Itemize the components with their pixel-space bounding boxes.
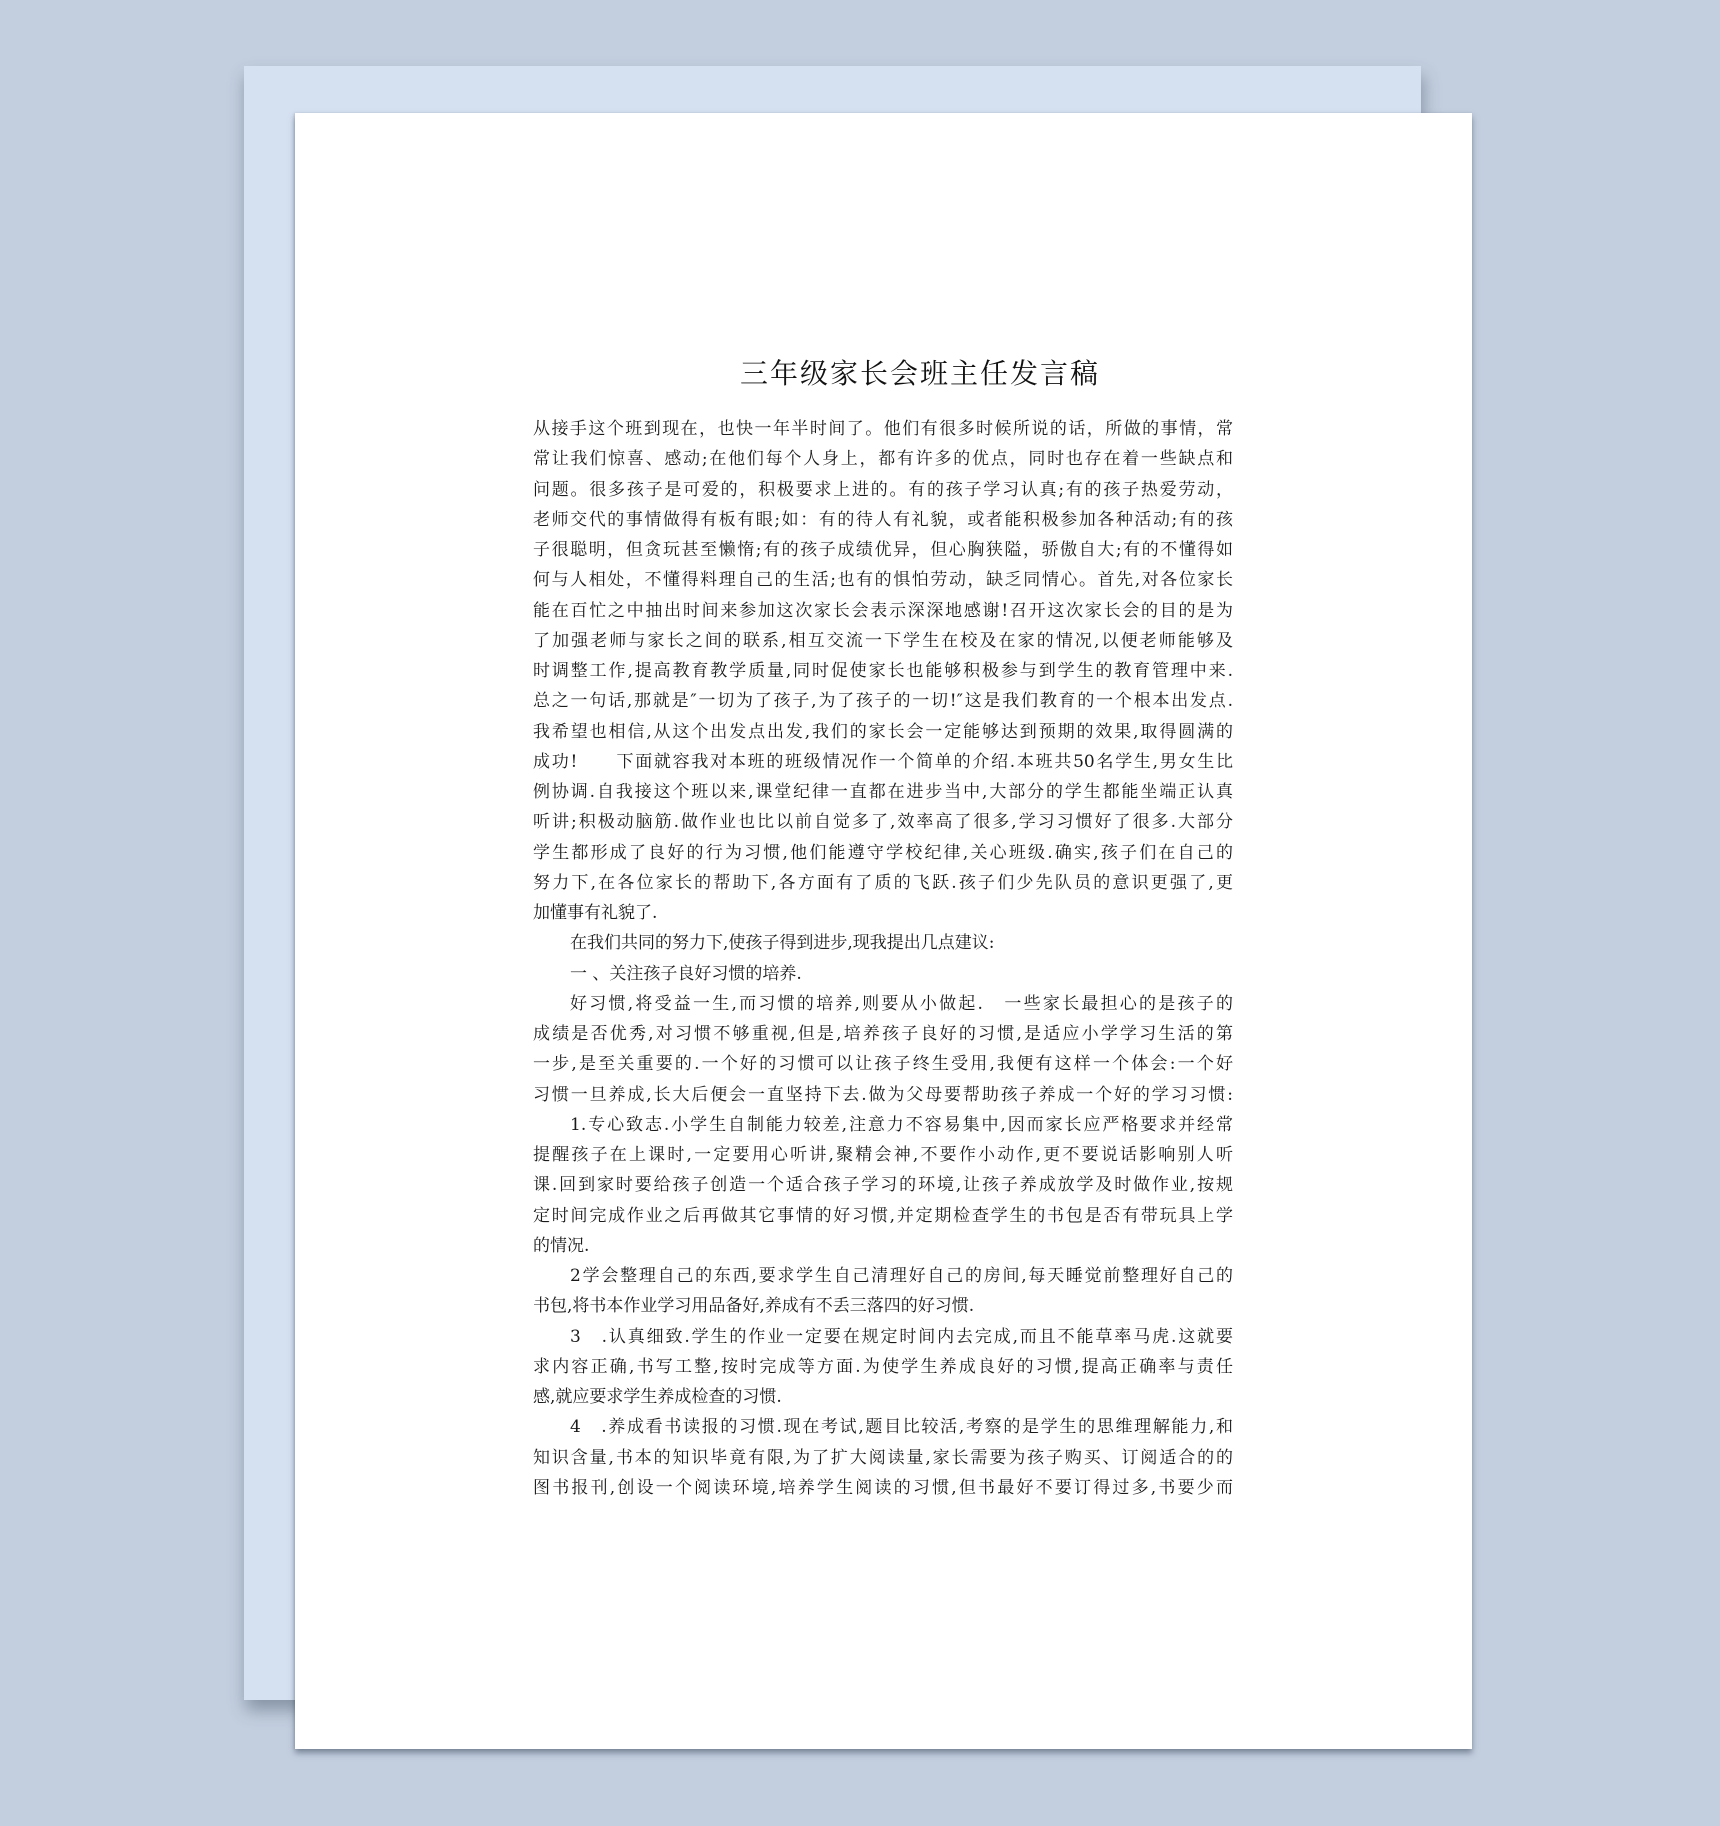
text-line: 子很聪明，但贪玩甚至懒惰;有的孩子成绩优异，但心胸狭隘，骄傲自大;有的不懂得如 bbox=[533, 540, 1233, 560]
text-line: 一步,是至关重要的.一个好的习惯可以让孩子终生受用,我便有这样一个体会:一个好 bbox=[533, 1054, 1233, 1075]
text-line: 一 、关注孩子良好习惯的培养. bbox=[570, 963, 802, 984]
text-line: 3 .认真细致.学生的作业一定要在规定时间内去完成,而且不能草率马虎.这就要 bbox=[570, 1326, 1233, 1347]
text-line: 从接手这个班到现在，也快一年半时间了。他们有很多时候所说的话，所做的事情，常 bbox=[533, 419, 1233, 439]
text-line: 的情况. bbox=[533, 1235, 590, 1256]
text-line: 定时间完成作业之后再做其它事情的好习惯,并定期检查学生的书包是否有带玩具上学 bbox=[533, 1205, 1233, 1226]
text-line: 听讲;积极动脑筋.做作业也比以前自觉多了,效率高了很多,学习习惯好了很多.大部分 bbox=[533, 812, 1233, 833]
text-line: 成功! 下面就容我对本班的班级情况作一个简单的介绍.本班共50名学生,男女生比 bbox=[533, 751, 1233, 772]
document-body bbox=[533, 414, 1233, 1503]
text-line: 4 .养成看书读报的习惯.现在考试,题目比较活,考察的是学生的思维理解能力,和 bbox=[570, 1417, 1233, 1438]
text-line: 问题。很多孩子是可爱的，积极要求上进的。有的孩子学习认真;有的孩子热爱劳动， bbox=[533, 479, 1233, 500]
text-line: 知识含量,书本的知识毕竟有限,为了扩大阅读量,家长需要为孩子购买、订阅适合的的 bbox=[533, 1447, 1233, 1468]
text-line: 总之一句话,那就是″一切为了孩子,为了孩子的一切!″这是我们教育的一个根本出发点. bbox=[533, 691, 1233, 712]
text-line: 2学会整理自己的东西,要求学生自己清理好自己的房间,每天睡觉前整理好自己的 bbox=[570, 1266, 1233, 1286]
text-line: 时调整工作,提高教育教学质量,同时促使家长也能够积极参与到学生的教育管理中来. bbox=[533, 661, 1233, 681]
text-line: 习惯一旦养成,长大后便会一直坚持下去.做为父母要帮助孩子养成一个好的学习习惯: bbox=[533, 1084, 1233, 1105]
text-line: 能在百忙之中抽出时间来参加这次家长会表示深深地感谢!召开这次家长会的目的是为 bbox=[533, 600, 1233, 621]
text-line: 提醒孩子在上课时,一定要用心听讲,聚精会神,不要作小动作,更不要说话影响别人听 bbox=[533, 1145, 1233, 1165]
text-line: 感,就应要求学生养成检查的习惯. bbox=[533, 1387, 782, 1407]
text-line: 老师交代的事情做得有板有眼;如：有的待人有礼貌，或者能积极参加各种活动;有的孩 bbox=[533, 509, 1233, 530]
text-line: 课.回到家时要给孩子创造一个适合孩子学习的环境,让孩子养成放学及时做作业,按规 bbox=[533, 1175, 1233, 1196]
text-line: 例协调.自我接这个班以来,课堂纪律一直都在进步当中,大部分的学生都能坐端正认真 bbox=[533, 782, 1233, 802]
text-line: 好习惯,将受益一生,而习惯的培养,则要从小做起. 一些家长最担心的是孩子的 bbox=[570, 993, 1233, 1014]
text-line: 常让我们惊喜、感动;在他们每个人身上，都有许多的优点，同时也存在着一些缺点和 bbox=[533, 449, 1233, 470]
text-line: 学生都形成了良好的行为习惯,他们能遵守学校纪律,关心班级.确实,孩子们在自己的 bbox=[533, 842, 1233, 863]
text-line: 1.专心致志.小学生自制能力较差,注意力不容易集中,因而家长应严格要求并经常 bbox=[570, 1114, 1233, 1135]
text-line: 我希望也相信,从这个出发点出发,我们的家长会一定能够达到预期的效果,取得圆满的 bbox=[533, 721, 1233, 742]
text-line: 书包,将书本作业学习用品备好,养成有不丢三落四的好习惯. bbox=[533, 1296, 975, 1317]
document-title: 三年级家长会班主任发言稿 bbox=[739, 357, 1100, 390]
text-line: 努力下,在各位家长的帮助下,各方面有了质的飞跃.孩子们少先队员的意识更强了,更 bbox=[533, 872, 1233, 893]
text-line: 求内容正确,书写工整,按时完成等方面.为使学生养成良好的习惯,提高正确率与责任 bbox=[533, 1356, 1233, 1377]
text-line: 加懂事有礼貌了. bbox=[533, 903, 658, 923]
text-line: 成绩是否优秀,对习惯不够重视,但是,培养孩子良好的习惯,是适应小学学习生活的第 bbox=[533, 1024, 1233, 1044]
text-line: 何与人相处，不懂得料理自己的生活;也有的惧怕劳动，缺乏同情心。首先,对各位家长 bbox=[533, 570, 1233, 591]
text-line: 在我们共同的努力下,使孩子得到进步,现我提出几点建议: bbox=[570, 933, 995, 954]
text-line: 了加强老师与家长之间的联系,相互交流一下学生在校及在家的情况,以便老师能够及 bbox=[533, 630, 1233, 651]
text-line: 图书报刊,创设一个阅读环境,培养学生阅读的习惯,但书最好不要订得过多,书要少而 bbox=[533, 1477, 1233, 1498]
